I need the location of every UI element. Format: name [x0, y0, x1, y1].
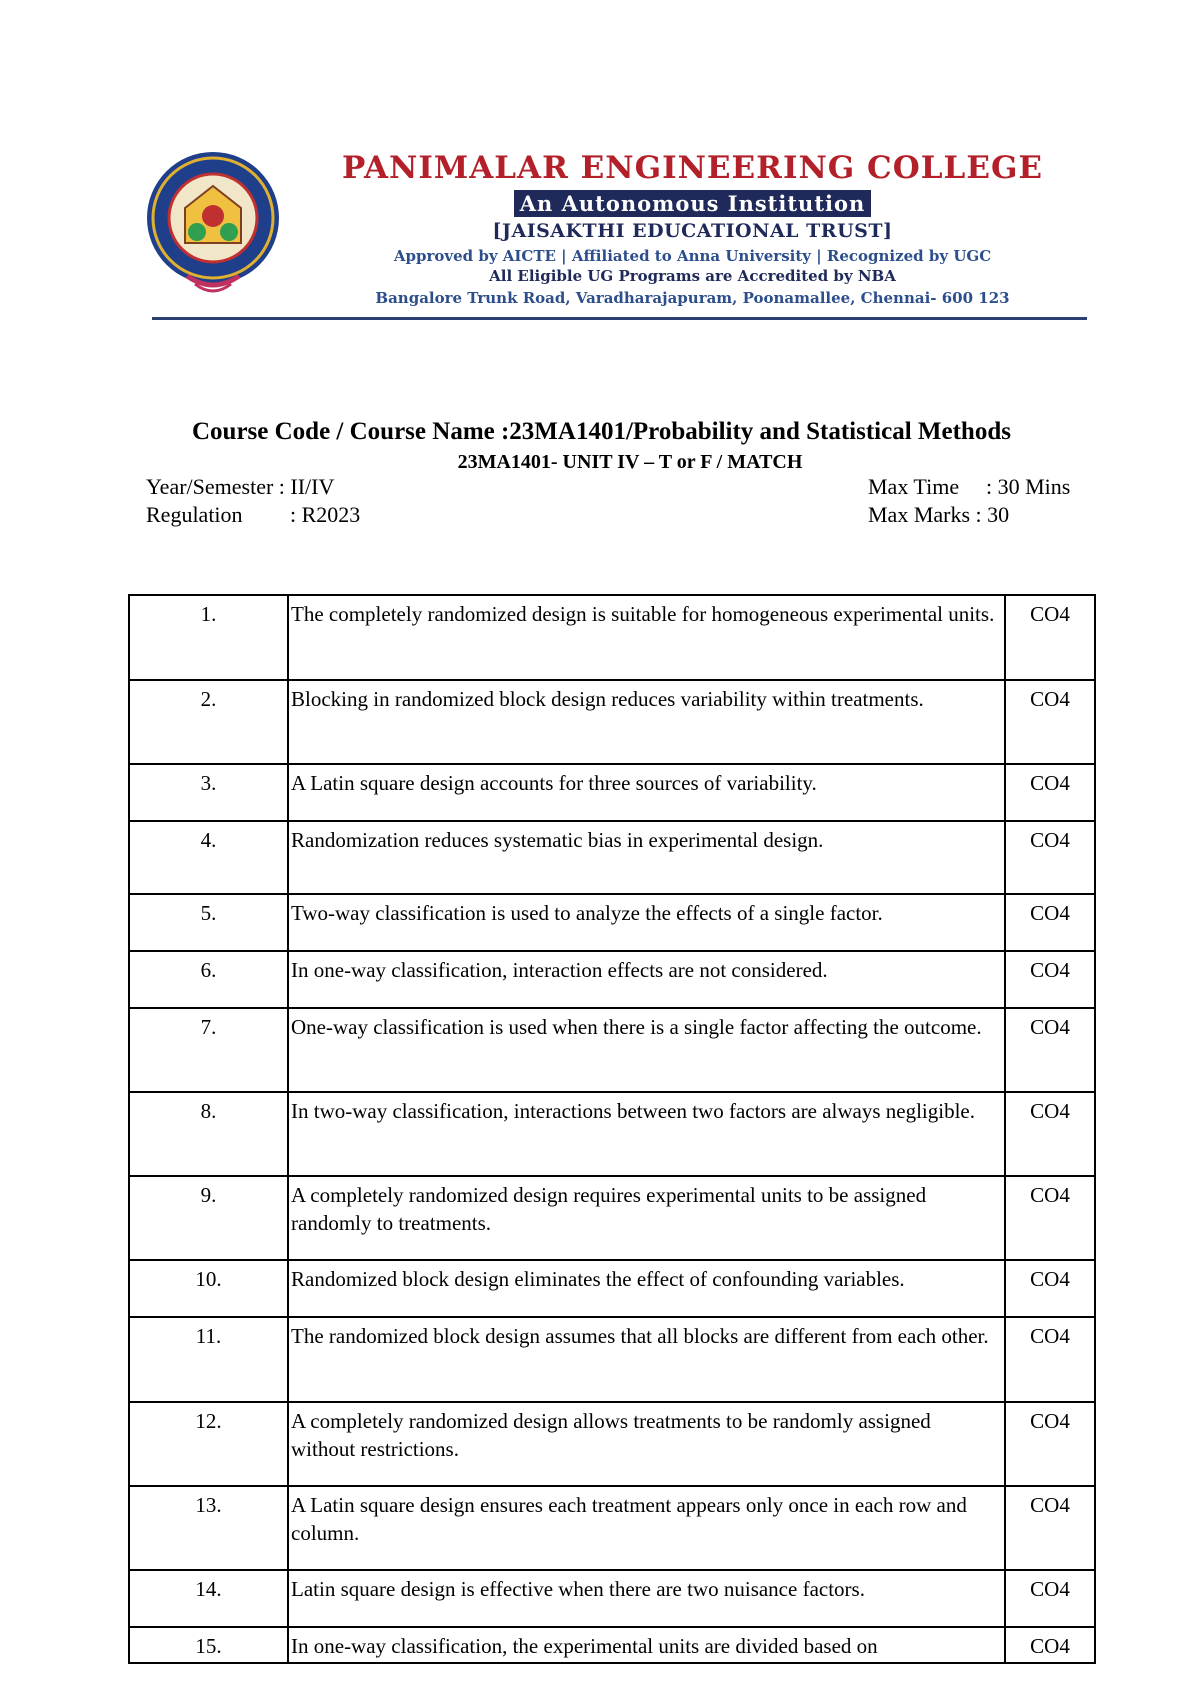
question-text: A Latin square design accounts for three sources of variability.	[288, 764, 1005, 821]
course-outcome: CO4	[1005, 1176, 1095, 1260]
question-number: 6.	[129, 951, 288, 1008]
table-row	[129, 1260, 1095, 1317]
letterhead-divider	[152, 317, 1087, 320]
table-row	[129, 821, 1095, 894]
autonomous-badge: An Autonomous Institution	[514, 190, 872, 217]
table-row	[129, 894, 1095, 951]
table-row	[129, 1486, 1095, 1570]
course-outcome: CO4	[1005, 951, 1095, 1008]
college-name: PANIMALAR ENGINEERING COLLEGE	[341, 150, 1044, 186]
question-number: 10.	[129, 1260, 288, 1317]
question-text: The randomized block design assumes that all blocks are different from each other.	[288, 1317, 1005, 1402]
question-text: Blocking in randomized block design reduces variability within treatments.	[288, 680, 1005, 764]
course-outcome: CO4	[1005, 1570, 1095, 1627]
max-time-value: : 30 Mins	[986, 474, 1071, 499]
question-number: 4.	[129, 821, 288, 894]
question-number: 3.	[129, 764, 288, 821]
table-row	[129, 1317, 1095, 1402]
question-text: In one-way classification, interaction effects are not considered.	[288, 951, 1005, 1008]
question-text: A completely randomized design allows treatments to be randomly assigned without restrictions.	[288, 1402, 1005, 1486]
college-seal-icon	[145, 148, 285, 298]
question-number: 2.	[129, 680, 288, 764]
question-number: 11.	[129, 1317, 288, 1402]
table-row	[129, 951, 1095, 1008]
letterhead	[145, 148, 1090, 308]
max-time-label: Max Time	[868, 474, 960, 499]
question-number: 12.	[129, 1402, 288, 1486]
table-row	[129, 1570, 1095, 1627]
question-number: 7.	[129, 1008, 288, 1092]
trust-name: [JAISAKTHI EDUCATIONAL TRUST]	[492, 220, 893, 242]
course-outcome: CO4	[1005, 595, 1095, 680]
course-outcome: CO4	[1005, 1092, 1095, 1176]
course-outcome: CO4	[1005, 894, 1095, 951]
course-outcome: CO4	[1005, 1402, 1095, 1486]
course-outcome: CO4	[1005, 1317, 1095, 1402]
table-row	[129, 1402, 1095, 1486]
question-number: 15.	[129, 1627, 288, 1663]
college-address: Bangalore Trunk Road, Varadharajapuram, Poonamallee, Chennai- 600 123	[375, 289, 1010, 307]
regulation-value: : R2023	[290, 502, 361, 527]
question-number: 13.	[129, 1486, 288, 1570]
table-row	[129, 595, 1095, 680]
question-number: 14.	[129, 1570, 288, 1627]
year-semester: Year/Semester : II/IV	[146, 474, 335, 499]
course-outcome: CO4	[1005, 680, 1095, 764]
question-text: Randomized block design eliminates the effect of confounding variables.	[288, 1260, 1005, 1317]
question-text: Randomization reduces systematic bias in experimental design.	[288, 821, 1005, 894]
approval-line: Approved by AICTE | Affiliated to Anna University | Recognized by UGC	[393, 247, 992, 265]
question-text: The completely randomized design is suitable for homogeneous experimental units.	[288, 595, 1005, 680]
question-text: In one-way classification, the experimental units are divided based on	[288, 1627, 1005, 1663]
max-time	[868, 474, 1070, 500]
course-outcome: CO4	[1005, 764, 1095, 821]
table-row	[129, 680, 1095, 764]
course-outcome: CO4	[1005, 1260, 1095, 1317]
question-text: A completely randomized design requires experimental units to be assigned randomly to treatments.	[288, 1176, 1005, 1260]
regulation-label: Regulation	[146, 502, 243, 527]
course-outcome: CO4	[1005, 1008, 1095, 1092]
course-title: Course Code / Course Name :23MA1401/Probability and Statistical Methods	[192, 418, 1011, 445]
unit-title: 23MA1401- UNIT IV – T or F / MATCH	[457, 451, 803, 473]
question-number: 9.	[129, 1176, 288, 1260]
question-text: Latin square design is effective when there are two nuisance factors.	[288, 1570, 1005, 1627]
question-text: One-way classification is used when there is a single factor affecting the outcome.	[288, 1008, 1005, 1092]
regulation	[146, 502, 360, 528]
accreditation-line: All Eligible UG Programs are Accredited by NBA	[489, 267, 896, 285]
letterhead-text	[295, 148, 1090, 307]
question-number: 5.	[129, 894, 288, 951]
table-row	[129, 1627, 1095, 1663]
course-outcome: CO4	[1005, 1627, 1095, 1663]
course-outcome: CO4	[1005, 821, 1095, 894]
question-number: 8.	[129, 1092, 288, 1176]
max-marks: Max Marks : 30	[868, 502, 1010, 527]
course-outcome: CO4	[1005, 1486, 1095, 1570]
question-number: 1.	[129, 595, 288, 680]
questions-table	[128, 594, 1096, 1664]
question-text: In two-way classification, interactions between two factors are always negligible.	[288, 1092, 1005, 1176]
table-row	[129, 764, 1095, 821]
question-text: A Latin square design ensures each treatment appears only once in each row and column.	[288, 1486, 1005, 1570]
question-text: Two-way classification is used to analyze the effects of a single factor.	[288, 894, 1005, 951]
table-row	[129, 1092, 1095, 1176]
table-row	[129, 1176, 1095, 1260]
table-row	[129, 1008, 1095, 1092]
